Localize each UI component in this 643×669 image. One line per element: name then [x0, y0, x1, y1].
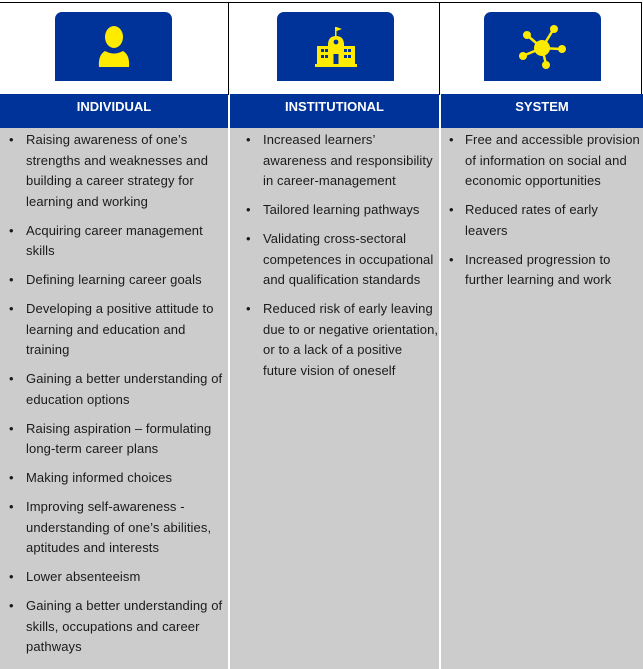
list-item: • Tailored learning pathways [263, 200, 439, 221]
school-building-icon [314, 25, 358, 69]
bullet-icon: • [449, 202, 454, 217]
bullet-icon: • [246, 132, 251, 147]
header-row [0, 94, 643, 128]
body-row [0, 128, 643, 669]
list-item: • Increased learners’ awareness and responsibility in career-management [246, 132, 433, 188]
list-item: • Raising aspiration – formulating long-term career plans [9, 420, 212, 456]
list-item: • Reduced rates of early leavers [449, 202, 598, 238]
icon-tile-individual [55, 12, 172, 81]
column-body-institutional [230, 128, 439, 669]
bullet-icon: • [9, 499, 14, 514]
bullet-icon: • [246, 301, 251, 316]
individual-outcomes-list [0, 128, 228, 658]
icon-cell-system [440, 3, 641, 95]
network-hub-icon [517, 23, 569, 71]
list-item: • Acquiring career management skills [9, 222, 203, 258]
list-item: • Gaining a better understanding of skills, occupations and career pathways [9, 598, 223, 654]
list-item: • Making informed choices [26, 468, 228, 489]
icon-cell-individual [0, 3, 229, 95]
bullet-icon: • [246, 231, 251, 246]
bullet-icon: • [449, 251, 454, 267]
bullet-icon: • [9, 272, 14, 287]
list-item: • Free and accessible provision of information on social and economic opportunities [449, 132, 640, 188]
list-item: • Validating cross-sectoral competences in occupational and qualification standards [246, 231, 434, 287]
system-outcomes-list [441, 128, 643, 291]
institutional-outcomes-list [230, 128, 439, 381]
icon-cell-institutional [229, 3, 440, 95]
icon-row [0, 2, 642, 94]
list-item: • Defining learning career goals [26, 270, 228, 291]
bullet-icon: • [449, 132, 454, 147]
column-header-individual: INDIVIDUAL [0, 94, 228, 128]
list-item: • Improving self-awareness - understanding of one’s abilities, aptitudes and interests [9, 499, 212, 555]
bullet-icon: • [9, 222, 14, 238]
list-item: • Gaining a better understanding of education options [9, 371, 223, 407]
list-item: • Reduced risk of early leaving due to or negative orientation, or to a lack of a positive future vision of oneself [246, 301, 439, 378]
list-item: • Increased progression to further learning and work [449, 251, 612, 287]
bullet-icon: • [9, 598, 14, 613]
icon-tile-institutional [277, 12, 394, 81]
list-item: • Developing a positive attitude to learning and education and training [9, 301, 214, 357]
bullet-icon: • [9, 132, 14, 147]
column-body-individual [0, 128, 228, 669]
bullet-icon: • [9, 569, 14, 584]
column-body-system [441, 128, 643, 669]
bullet-icon: • [9, 371, 14, 386]
icon-tile-system [484, 12, 601, 81]
bullet-icon: • [9, 301, 14, 316]
person-icon [97, 25, 131, 69]
column-header-institutional: INSTITUTIONAL [230, 94, 439, 128]
column-header-system: SYSTEM [441, 94, 643, 128]
list-item: • Lower absenteeism [26, 567, 228, 588]
list-item: • Raising awareness of one’s strengths and weaknesses and building a career strategy for learning and working [9, 132, 209, 209]
bullet-icon: • [246, 202, 251, 217]
bullet-icon: • [9, 420, 14, 436]
bullet-icon: • [9, 470, 14, 485]
